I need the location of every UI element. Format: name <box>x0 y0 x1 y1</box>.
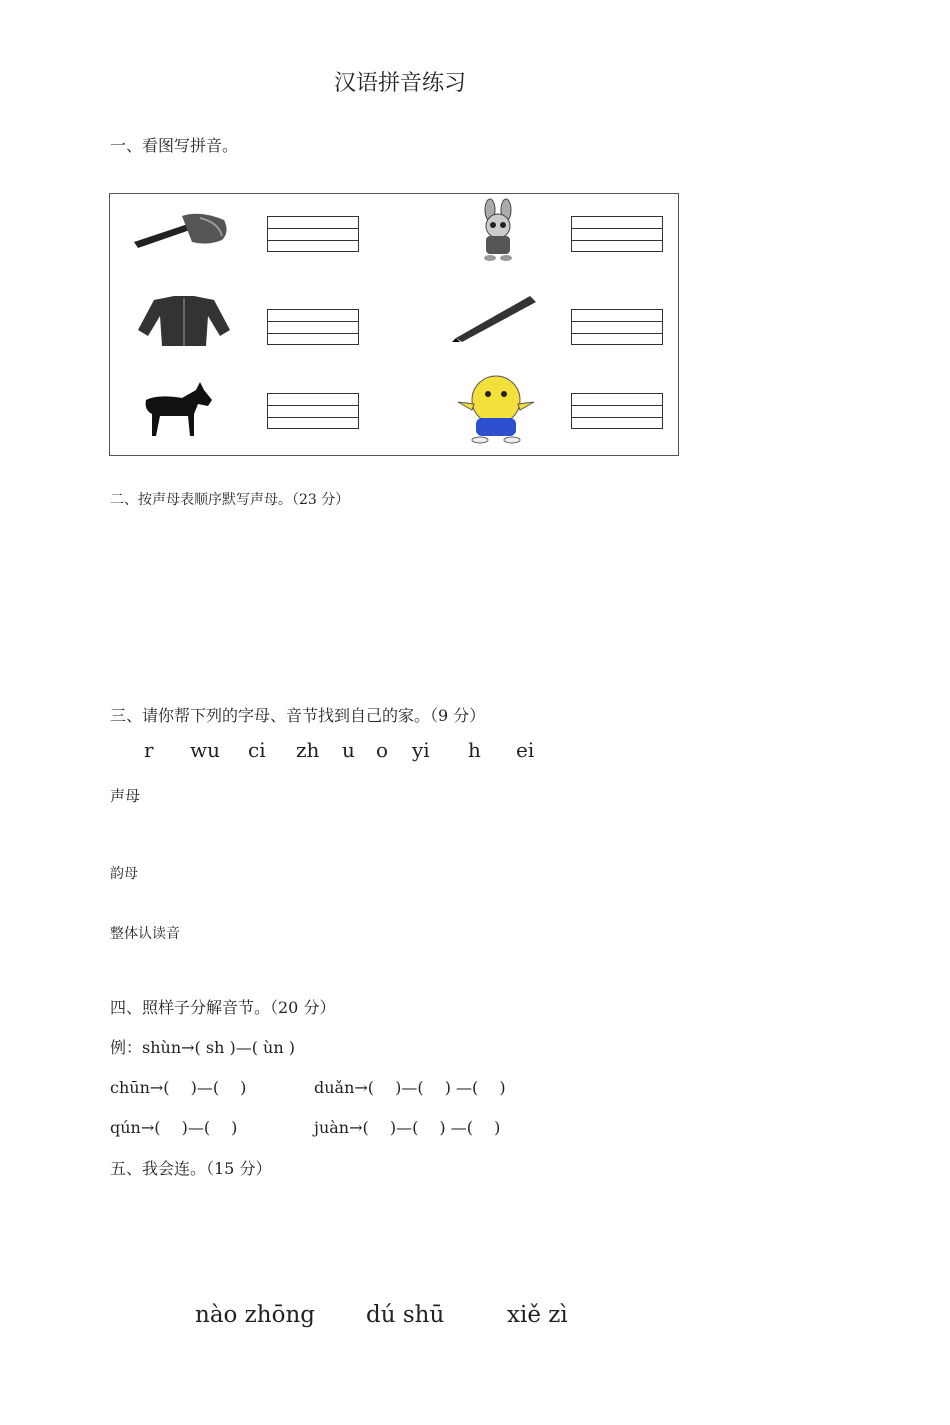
letter-u: u <box>342 738 355 762</box>
answer-box-6[interactable] <box>571 393 663 429</box>
category-finals: 韵母 <box>110 866 138 882</box>
pen-icon <box>450 292 540 344</box>
rabbit-icon <box>468 198 528 264</box>
answer-box-1[interactable] <box>267 216 359 252</box>
jacket-icon <box>134 294 234 348</box>
letter-zh: zh <box>296 738 320 762</box>
answer-box-4[interactable] <box>571 309 663 345</box>
category-initials: 声母 <box>110 787 141 805</box>
section4-heading: 四、照样子分解音节。（20 分） <box>110 998 336 1017</box>
section3-heading: 三、请你帮下列的字母、音节找到自己的家。（9 分） <box>110 706 486 725</box>
word-du-shu[interactable]: dú shū <box>366 1302 445 1328</box>
donkey-icon <box>138 380 218 440</box>
exercise-juan[interactable]: juàn→( )—( ) —( ) <box>314 1118 501 1137</box>
letter-r: r <box>144 738 154 762</box>
word-xie-zi[interactable]: xiě zì <box>507 1302 568 1328</box>
picture-grid <box>109 193 679 456</box>
section5-heading: 五、我会连。（15 分） <box>110 1159 272 1178</box>
word-nao-zhong[interactable]: nào zhōng <box>195 1302 315 1328</box>
section2-heading: 二、按声母表顺序默写声母。（23 分） <box>110 492 350 508</box>
exercise-chun[interactable]: chūn→( )—( ) <box>110 1078 247 1097</box>
answer-box-2[interactable] <box>571 216 663 252</box>
answer-box-3[interactable] <box>267 309 359 345</box>
answer-box-5[interactable] <box>267 393 359 429</box>
exercise-duan[interactable]: duǎn→( )—( ) —( ) <box>314 1078 506 1097</box>
letter-h: h <box>468 738 481 762</box>
chick-icon <box>454 372 536 446</box>
letter-o: o <box>376 738 389 762</box>
letter-wu: wu <box>190 738 220 762</box>
example-line: 例：shùn→( sh )—( ùn ) <box>110 1038 295 1057</box>
letter-ei: ei <box>516 738 535 762</box>
category-whole-syllables: 整体认读音 <box>110 926 180 942</box>
exercise-qun[interactable]: qún→( )—( ) <box>110 1118 238 1137</box>
axe-icon <box>130 206 230 256</box>
letter-yi: yi <box>412 738 430 762</box>
section1-heading: 一、看图写拼音。 <box>110 136 239 155</box>
page-title: 汉语拼音练习 <box>333 71 466 96</box>
letter-ci: ci <box>248 738 266 762</box>
